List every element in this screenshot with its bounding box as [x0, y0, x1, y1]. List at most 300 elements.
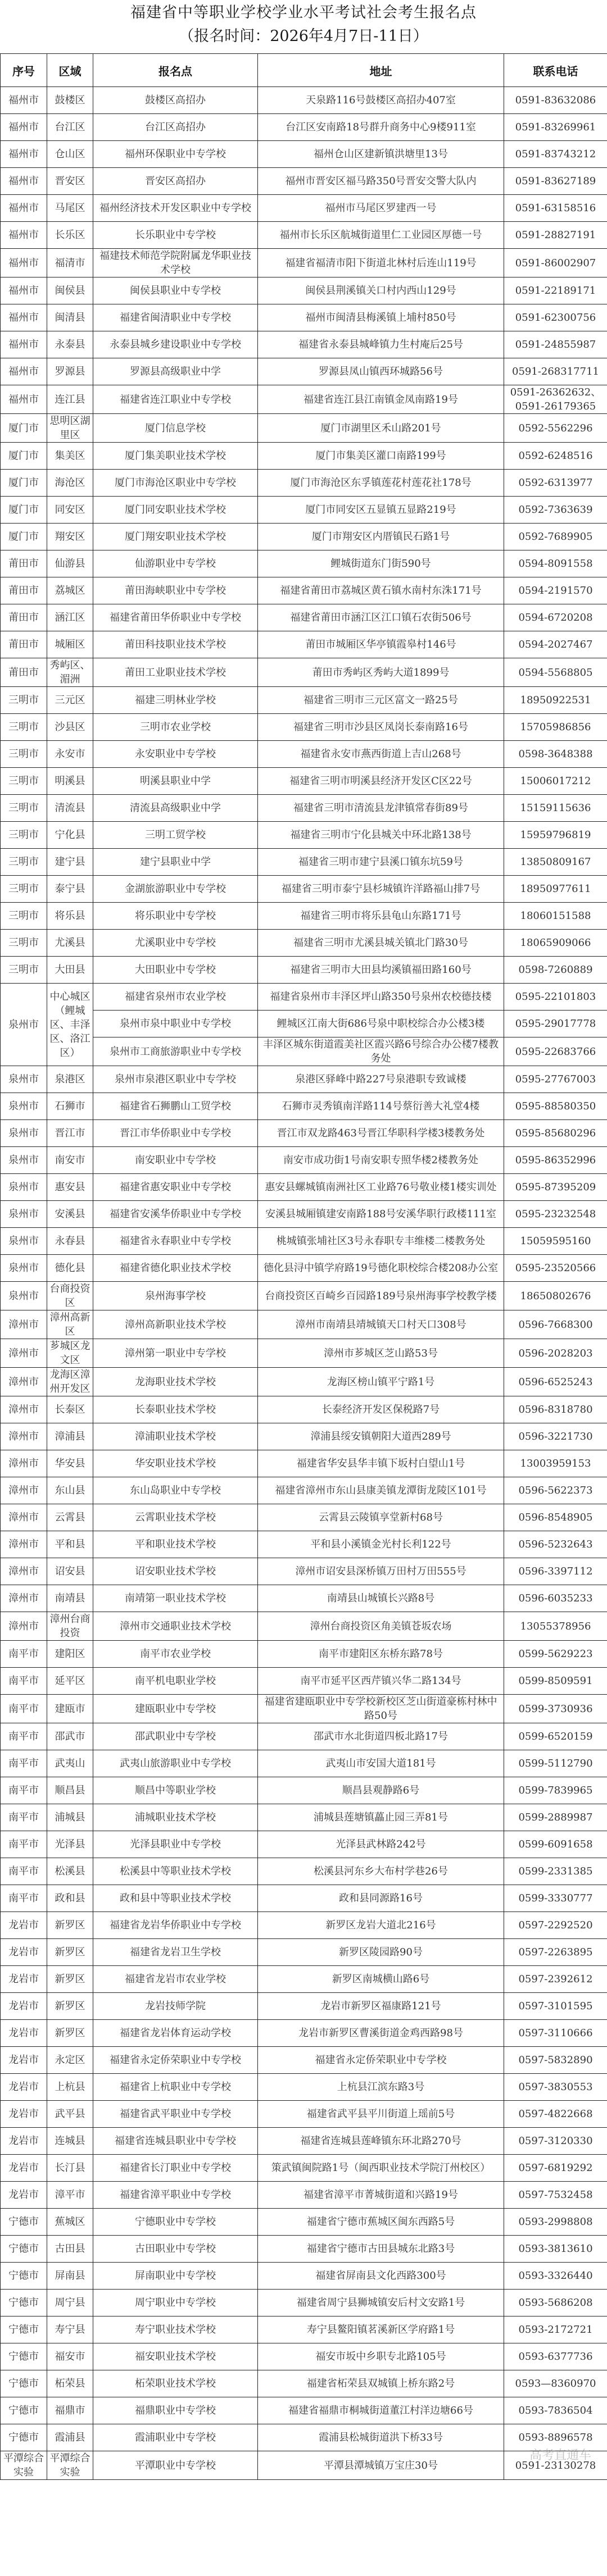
phone-cell: 0591-83269961	[504, 114, 607, 141]
city-cell: 福州市	[1, 304, 47, 331]
area-cell: 漳平市	[47, 2182, 93, 2209]
city-cell: 南平市	[1, 1885, 47, 1912]
table-row	[1, 1695, 607, 1723]
phone-cell: 0594-2027467	[504, 631, 607, 658]
address-cell: 天泉路116号鼓楼区高招办407室	[258, 87, 504, 114]
phone-cell: 0596-5622373	[504, 1477, 607, 1504]
site-cell: 寿宁职业技术学校	[93, 2316, 258, 2343]
address-cell: 福建省连城县莲峰镇东环北路270号	[258, 2128, 504, 2155]
address-cell: 福建省漳州市东山县康美镇龙潭街龙陵区101号	[258, 1477, 504, 1504]
phone-cell: 0596-7668300	[504, 1310, 607, 1339]
header-site: 报名点	[93, 54, 258, 87]
city-cell: 福州市	[1, 141, 47, 168]
site-cell: 福建三明林业学校	[93, 687, 258, 714]
site-cell: 将乐职业中专学校	[93, 903, 258, 930]
table-row	[1, 604, 607, 631]
city-cell: 福州市	[1, 222, 47, 249]
table-row	[1, 1804, 607, 1831]
city-cell: 南平市	[1, 1723, 47, 1750]
phone-cell: 0598-3648388	[504, 741, 607, 768]
site-cell: 华安职业技术学校	[93, 1450, 258, 1477]
address-cell: 福建省永泰县城峰镇力生村庵后25号	[258, 331, 504, 358]
site-cell: 长泰职业技术学校	[93, 1396, 258, 1423]
site-cell: 晋江市华侨职业中专学校	[93, 1120, 258, 1147]
address-cell: 霞浦县松城街道洪下桥33号	[258, 2424, 504, 2451]
city-cell: 漳州市	[1, 1310, 47, 1339]
address-cell: 厦门市海沧区东孚镇莲花村莲花社178号	[258, 470, 504, 497]
site-cell: 仙游职业中专学校	[93, 550, 258, 577]
area-cell: 罗源县	[47, 358, 93, 385]
area-cell: 永定区	[47, 2047, 93, 2074]
phone-cell: 0597-2263895	[504, 1939, 607, 1966]
table-row	[1, 984, 607, 1011]
city-cell: 宁德市	[1, 2370, 47, 2397]
phone-cell: 0595-85680296	[504, 1120, 607, 1147]
address-cell: 福建省三明市三元区富文一路25号	[258, 687, 504, 714]
city-cell: 三明市	[1, 795, 47, 822]
city-cell: 三明市	[1, 822, 47, 849]
city-cell: 厦门市	[1, 524, 47, 550]
site-cell: 永安职业中专学校	[93, 741, 258, 768]
area-cell: 南安市	[47, 1147, 93, 1174]
table-row	[1, 1504, 607, 1531]
address-cell: 惠安县螺城镇南洲社区工业路76号敬业楼1楼实训处	[258, 1174, 504, 1201]
phone-cell: 0596-3221730	[504, 1423, 607, 1450]
table-row	[1, 304, 607, 331]
table-row	[1, 550, 607, 577]
area-cell: 诏安县	[47, 1558, 93, 1585]
phone-cell: 18950977611	[504, 876, 607, 903]
site-cell: 台江区高招办	[93, 114, 258, 141]
table-row	[1, 2424, 607, 2451]
phone-cell: 0596-8548905	[504, 1504, 607, 1531]
table-row	[1, 1723, 607, 1750]
city-cell: 漳州市	[1, 1477, 47, 1504]
phone-cell: 0597-4822668	[504, 2101, 607, 2128]
watermark: 高考直通车	[529, 2448, 591, 2463]
site-cell: 福建省武平职业中专学校	[93, 2101, 258, 2128]
site-cell: 松溪县中等职业技术学校	[93, 1858, 258, 1885]
header-index: 序号	[1, 54, 47, 87]
address-cell: 新罗区南城横山路6号	[258, 1966, 504, 1993]
site-cell: 福建省龙岩市农业学校	[93, 1966, 258, 1993]
table-row	[1, 2020, 607, 2047]
city-cell: 福州市	[1, 331, 47, 358]
area-cell: 平和县	[47, 1531, 93, 1558]
address-cell: 石狮市灵秀镇南洋路114号蔡衍善大礼堂4楼	[258, 1093, 504, 1120]
area-cell: 三元区	[47, 687, 93, 714]
site-cell: 福建省长汀职业中专学校	[93, 2155, 258, 2182]
phone-cell: 0599-3330777	[504, 1885, 607, 1912]
address-cell: 泉港区驿峰中路227号泉港职专致诚楼	[258, 1066, 504, 1093]
table-row	[1, 1641, 607, 1668]
table-row	[1, 714, 607, 741]
address-cell: 福建省建瓯职业中专学校新校区芝山街道豪栋村林中路50号	[258, 1695, 504, 1723]
table-row	[1, 385, 607, 414]
phone-cell: 0591-26362632、0591-26179365	[504, 385, 607, 414]
area-cell: 建宁县	[47, 849, 93, 876]
area-cell: 永安市	[47, 741, 93, 768]
area-cell: 政和县	[47, 1885, 93, 1912]
address-cell: 武夷山市安国大道181号	[258, 1750, 504, 1777]
address-cell: 漳州市诏安县深桥镇万田村万田555号	[258, 1558, 504, 1585]
address-cell: 福建省三明市建宁县溪口镇东坑59号	[258, 849, 504, 876]
site-cell: 泉州市泉港区职业中专学校	[93, 1066, 258, 1093]
area-cell: 秀屿区、湄洲	[47, 658, 93, 687]
site-cell: 厦门市海沧区职业中专学校	[93, 470, 258, 497]
address-cell: 福建省福鼎市桐城街道董江村洋边塘66号	[258, 2397, 504, 2424]
table-row	[1, 2182, 607, 2209]
area-cell: 漳州台商投资	[47, 1612, 93, 1641]
address-cell: 漳州台商投资区角美镇苍坂农场	[258, 1612, 504, 1641]
address-cell: 丰泽区城东街道霞美社区霞兴路6号综合办公楼7楼教务处	[258, 1037, 504, 1066]
phone-cell: 0599-2889987	[504, 1804, 607, 1831]
city-cell: 漳州市	[1, 1504, 47, 1531]
header-phone: 联系电话	[504, 54, 607, 87]
site-cell: 莆田海峡职业中专学校	[93, 577, 258, 604]
table-row	[1, 795, 607, 822]
phone-cell: 0595-23520566	[504, 1255, 607, 1282]
city-cell: 漳州市	[1, 1531, 47, 1558]
area-cell: 龙海区漳州开发区	[47, 1368, 93, 1396]
site-cell: 罗源县高级职业中学	[93, 358, 258, 385]
address-cell: 福建省连江县江南镇金凤南路19号	[258, 385, 504, 414]
area-cell: 晋江市	[47, 1120, 93, 1147]
area-cell: 平潭综合实验	[47, 2451, 93, 2480]
phone-cell: 0596-8318780	[504, 1396, 607, 1423]
area-cell: 古田县	[47, 2236, 93, 2263]
city-cell: 宁德市	[1, 2209, 47, 2236]
area-cell: 泉港区	[47, 1066, 93, 1093]
phone-cell: 0591-63158516	[504, 195, 607, 222]
city-cell: 三明市	[1, 930, 47, 957]
table-row	[1, 768, 607, 795]
area-cell: 荔城区	[47, 577, 93, 604]
area-cell: 涵江区	[47, 604, 93, 631]
area-cell: 永春县	[47, 1228, 93, 1255]
area-cell: 集美区	[47, 443, 93, 470]
phone-cell: 0592-7363639	[504, 497, 607, 524]
city-cell: 泉州市	[1, 1120, 47, 1147]
city-cell: 莆田市	[1, 550, 47, 577]
phone-cell: 18950922531	[504, 687, 607, 714]
site-cell: 浦城职业技术学校	[93, 1804, 258, 1831]
address-cell: 福建省永定侨荣职业中专学校	[258, 2047, 504, 2074]
phone-cell: 0595-27767003	[504, 1066, 607, 1093]
site-cell: 周宁职业中专学校	[93, 2290, 258, 2316]
area-cell: 惠安县	[47, 1174, 93, 1201]
city-cell: 南平市	[1, 1668, 47, 1695]
phone-cell: 0599-3730936	[504, 1695, 607, 1723]
city-cell: 福州市	[1, 249, 47, 277]
table-row	[1, 1310, 607, 1339]
table-row	[1, 1368, 607, 1396]
phone-cell: 0595-22683766	[504, 1037, 607, 1066]
city-cell: 厦门市	[1, 414, 47, 443]
area-cell: 华安县	[47, 1450, 93, 1477]
area-cell: 武平县	[47, 2101, 93, 2128]
area-cell: 台江区	[47, 114, 93, 141]
phone-cell: 0595-87395209	[504, 1174, 607, 1201]
table-row	[1, 1777, 607, 1804]
address-cell: 南平市延平区西芹镇兴华二路134号	[258, 1668, 504, 1695]
table-row	[1, 1228, 607, 1255]
table-row	[1, 1093, 607, 1120]
table-row	[1, 1558, 607, 1585]
phone-cell: 0591-22189171	[504, 277, 607, 304]
area-cell: 晋安区	[47, 168, 93, 195]
address-cell: 莆田市城厢区华亭镇霞皋村146号	[258, 631, 504, 658]
area-cell: 南靖县	[47, 1585, 93, 1612]
site-cell: 泉州市泉中职业中专学校	[93, 1011, 258, 1037]
table-body	[1, 87, 607, 2480]
table-row	[1, 1450, 607, 1477]
address-cell: 新罗区陵园路90号	[258, 1939, 504, 1966]
phone-cell: 0595-86352996	[504, 1147, 607, 1174]
address-cell: 福建省泉州市丰泽区坪山路350号泉州农校德技楼	[258, 984, 504, 1011]
city-cell: 南平市	[1, 1858, 47, 1885]
address-cell: 龙岩市新罗区曹溪街道金鸡西路98号	[258, 2020, 504, 2047]
area-cell: 柘荣县	[47, 2370, 93, 2397]
city-cell: 福州市	[1, 385, 47, 414]
city-cell: 莆田市	[1, 604, 47, 631]
table-row	[1, 1912, 607, 1939]
city-cell: 三明市	[1, 849, 47, 876]
city-cell: 南平市	[1, 1641, 47, 1668]
site-cell: 泉州市工商旅游职业中专学校	[93, 1037, 258, 1066]
table-row	[1, 1174, 607, 1201]
table-row	[1, 1585, 607, 1612]
city-cell: 漳州市	[1, 1612, 47, 1641]
phone-cell: 0595-29017778	[504, 1011, 607, 1037]
phone-cell: 18650802676	[504, 1282, 607, 1310]
table-row	[1, 497, 607, 524]
phone-cell: 0596-3397112	[504, 1558, 607, 1585]
table-row	[1, 2074, 607, 2101]
area-cell: 寿宁县	[47, 2316, 93, 2343]
site-cell: 尤溪职业中专学校	[93, 930, 258, 957]
phone-cell: 0592-6248516	[504, 443, 607, 470]
area-cell: 霞浦县	[47, 2424, 93, 2451]
table-row	[1, 358, 607, 385]
phone-cell: 0595-22101803	[504, 984, 607, 1011]
city-cell: 龙岩市	[1, 2101, 47, 2128]
table-row	[1, 741, 607, 768]
table-row	[1, 1858, 607, 1885]
address-cell: 漳州市芗城区芝山路53号	[258, 1339, 504, 1368]
table-row	[1, 249, 607, 277]
phone-cell: 0599-2331385	[504, 1858, 607, 1885]
area-cell: 延平区	[47, 1668, 93, 1695]
city-cell: 三明市	[1, 957, 47, 984]
address-cell: 莆田市秀屿区秀屿大道1899号	[258, 658, 504, 687]
site-cell: 福建省泉州市农业学校	[93, 984, 258, 1011]
phone-cell: 0593—8360970	[504, 2370, 607, 2397]
document-title: 福建省中等职业学校学业水平考试社会考生报名点	[130, 4, 477, 21]
phone-cell: 0596-2028203	[504, 1339, 607, 1368]
site-cell: 闽侯县职业中专学校	[93, 277, 258, 304]
area-cell: 周宁县	[47, 2290, 93, 2316]
city-cell: 龙岩市	[1, 2047, 47, 2074]
area-cell: 云霄县	[47, 1504, 93, 1531]
table-row	[1, 658, 607, 687]
table-row	[1, 1750, 607, 1777]
site-cell: 大田职业中专学校	[93, 957, 258, 984]
phone-cell: 0599-6091658	[504, 1831, 607, 1858]
table-row	[1, 1339, 607, 1368]
site-cell: 南平市农业学校	[93, 1641, 258, 1668]
city-cell: 漳州市	[1, 1339, 47, 1368]
site-cell: 福建省闽清职业中专学校	[93, 304, 258, 331]
table-row	[1, 1993, 607, 2020]
city-cell: 宁德市	[1, 2397, 47, 2424]
phone-cell: 0591-23130278	[504, 2451, 607, 2480]
site-cell: 屏南职业中专学校	[93, 2263, 258, 2290]
site-cell: 政和县中等职业技术学校	[93, 1885, 258, 1912]
area-cell: 长泰区	[47, 1396, 93, 1423]
city-cell: 福州市	[1, 277, 47, 304]
city-cell: 福州市	[1, 87, 47, 114]
site-cell: 福建省连城县职业中专学校	[93, 2128, 258, 2155]
site-cell: 漳州高新职业技术学校	[93, 1310, 258, 1339]
phone-cell: 15006017212	[504, 768, 607, 795]
table-row	[1, 876, 607, 903]
site-cell: 福建省上杭职业中专学校	[93, 2074, 258, 2101]
area-cell: 同安区	[47, 497, 93, 524]
address-cell: 福建省三明市沙县区凤岗长泰南路16号	[258, 714, 504, 741]
table-row	[1, 1282, 607, 1310]
table-row	[1, 114, 607, 141]
city-cell: 漳州市	[1, 1368, 47, 1396]
site-cell: 金湖旅游职业中专学校	[93, 876, 258, 903]
area-cell: 闽侯县	[47, 277, 93, 304]
area-cell: 仓山区	[47, 141, 93, 168]
site-cell: 光泽县职业中专学校	[93, 1831, 258, 1858]
phone-cell: 13003959153	[504, 1450, 607, 1477]
city-cell: 福州市	[1, 114, 47, 141]
site-cell: 顺昌中等职业学校	[93, 1777, 258, 1804]
city-cell: 泉州市	[1, 1093, 47, 1120]
phone-cell: 0594-8091558	[504, 550, 607, 577]
phone-cell: 0593-3813610	[504, 2236, 607, 2263]
site-cell: 福建省龙岩卫生学校	[93, 1939, 258, 1966]
site-cell: 福建省德化职业技术学校	[93, 1255, 258, 1282]
site-cell: 福建省永定侨荣职业中专学校	[93, 2047, 258, 2074]
phone-cell: 0591-83627189	[504, 168, 607, 195]
table-row	[1, 2047, 607, 2074]
city-cell: 龙岩市	[1, 2182, 47, 2209]
phone-cell: 15159115636	[504, 795, 607, 822]
table-row	[1, 2155, 607, 2182]
site-cell: 南靖第一职业技术学校	[93, 1585, 258, 1612]
table-row	[1, 1531, 607, 1558]
address-cell: 南安市成功街1号南安职专照华楼2楼教务处	[258, 1147, 504, 1174]
area-cell: 建阳区	[47, 1641, 93, 1668]
address-cell: 福建省永安市燕西街道上吉山268号	[258, 741, 504, 768]
address-cell: 台江区安南路18号群升商务中心9楼911室	[258, 114, 504, 141]
site-cell: 厦门同安职业技术学校	[93, 497, 258, 524]
address-cell: 福建省三明市尤溪县城关镇北门路30号	[258, 930, 504, 957]
area-cell: 建瓯市	[47, 1695, 93, 1723]
site-cell: 厦门翔安职业技术学校	[93, 524, 258, 550]
phone-cell: 0592-7689905	[504, 524, 607, 550]
title-block	[0, 0, 607, 53]
table-row	[1, 1255, 607, 1282]
site-cell: 古田职业中专学校	[93, 2236, 258, 2263]
area-cell: 连城县	[47, 2128, 93, 2155]
address-cell: 罗源县凤山镇西环城路56号	[258, 358, 504, 385]
city-cell: 泉州市	[1, 984, 47, 1066]
phone-cell: 0597-2292520	[504, 1912, 607, 1939]
site-cell: 霞浦职业中专学校	[93, 2424, 258, 2451]
address-cell: 福建省漳平市菁城街道和兴路19号	[258, 2182, 504, 2209]
city-cell: 三明市	[1, 741, 47, 768]
city-cell: 宁德市	[1, 2316, 47, 2343]
area-cell: 鼓楼区	[47, 87, 93, 114]
header-address: 地址	[258, 54, 504, 87]
site-cell: 福州经济技术开发区职业中专学校	[93, 195, 258, 222]
phone-cell: 0593-5686208	[504, 2290, 607, 2316]
table-row	[1, 822, 607, 849]
address-cell: 福州市闽清县梅溪镇上埔村850号	[258, 304, 504, 331]
site-cell: 武夷山旅游职业中专学校	[93, 1750, 258, 1777]
site-cell: 邵武职业中专学校	[93, 1723, 258, 1750]
city-cell: 莆田市	[1, 631, 47, 658]
area-cell: 明溪县	[47, 768, 93, 795]
site-cell: 三明工贸学校	[93, 822, 258, 849]
phone-cell: 0595-23232548	[504, 1201, 607, 1228]
table-row	[1, 2209, 607, 2236]
address-cell: 鲤城街道东门街590号	[258, 550, 504, 577]
phone-cell: 0594-5568805	[504, 658, 607, 687]
city-cell: 福州市	[1, 358, 47, 385]
address-cell: 厦门市湖里区禾山路201号	[258, 414, 504, 443]
city-cell: 泉州市	[1, 1201, 47, 1228]
address-cell: 平和县小溪镇金光村长利122号	[258, 1531, 504, 1558]
area-cell: 东山县	[47, 1477, 93, 1504]
phone-cell: 0597-3830553	[504, 2074, 607, 2101]
area-cell: 连江县	[47, 385, 93, 414]
city-cell: 莆田市	[1, 658, 47, 687]
city-cell: 莆田市	[1, 577, 47, 604]
address-cell: 福州仓山区建新镇洪塘里13号	[258, 141, 504, 168]
table-row	[1, 687, 607, 714]
address-cell: 福建省莆田市荔城区黄石镇水南村东洙171号	[258, 577, 504, 604]
address-cell: 新罗区龙岩大道北216号	[258, 1912, 504, 1939]
city-cell: 三明市	[1, 687, 47, 714]
phone-cell: 0591-28827191	[504, 222, 607, 249]
site-cell: 泉州海事学校	[93, 1282, 258, 1310]
area-cell: 长汀县	[47, 2155, 93, 2182]
site-cell: 漳浦职业技术学校	[93, 1423, 258, 1450]
table-row	[1, 1147, 607, 1174]
table-row	[1, 443, 607, 470]
address-cell: 福建省三明市将乐县龟山东路171号	[258, 903, 504, 930]
phone-cell: 0597-6819292	[504, 2155, 607, 2182]
city-cell: 厦门市	[1, 443, 47, 470]
area-cell: 安溪县	[47, 1201, 93, 1228]
city-cell: 三明市	[1, 903, 47, 930]
site-cell: 平潭职业中专学校	[93, 2451, 258, 2480]
address-cell: 平潭县潭城镇万宝庄30号	[258, 2451, 504, 2480]
address-cell: 福建省福清市阳下街道北林村后连山119号	[258, 249, 504, 277]
site-cell: 南平机电职业学校	[93, 1668, 258, 1695]
city-cell: 龙岩市	[1, 1912, 47, 1939]
address-cell: 福州市长乐区航城街道里仁工业园区厚德一号	[258, 222, 504, 249]
phone-cell: 0599-5112790	[504, 1750, 607, 1777]
site-cell: 福建省龙岩体育运动学校	[93, 2020, 258, 2047]
phone-cell: 0592-6313977	[504, 470, 607, 497]
